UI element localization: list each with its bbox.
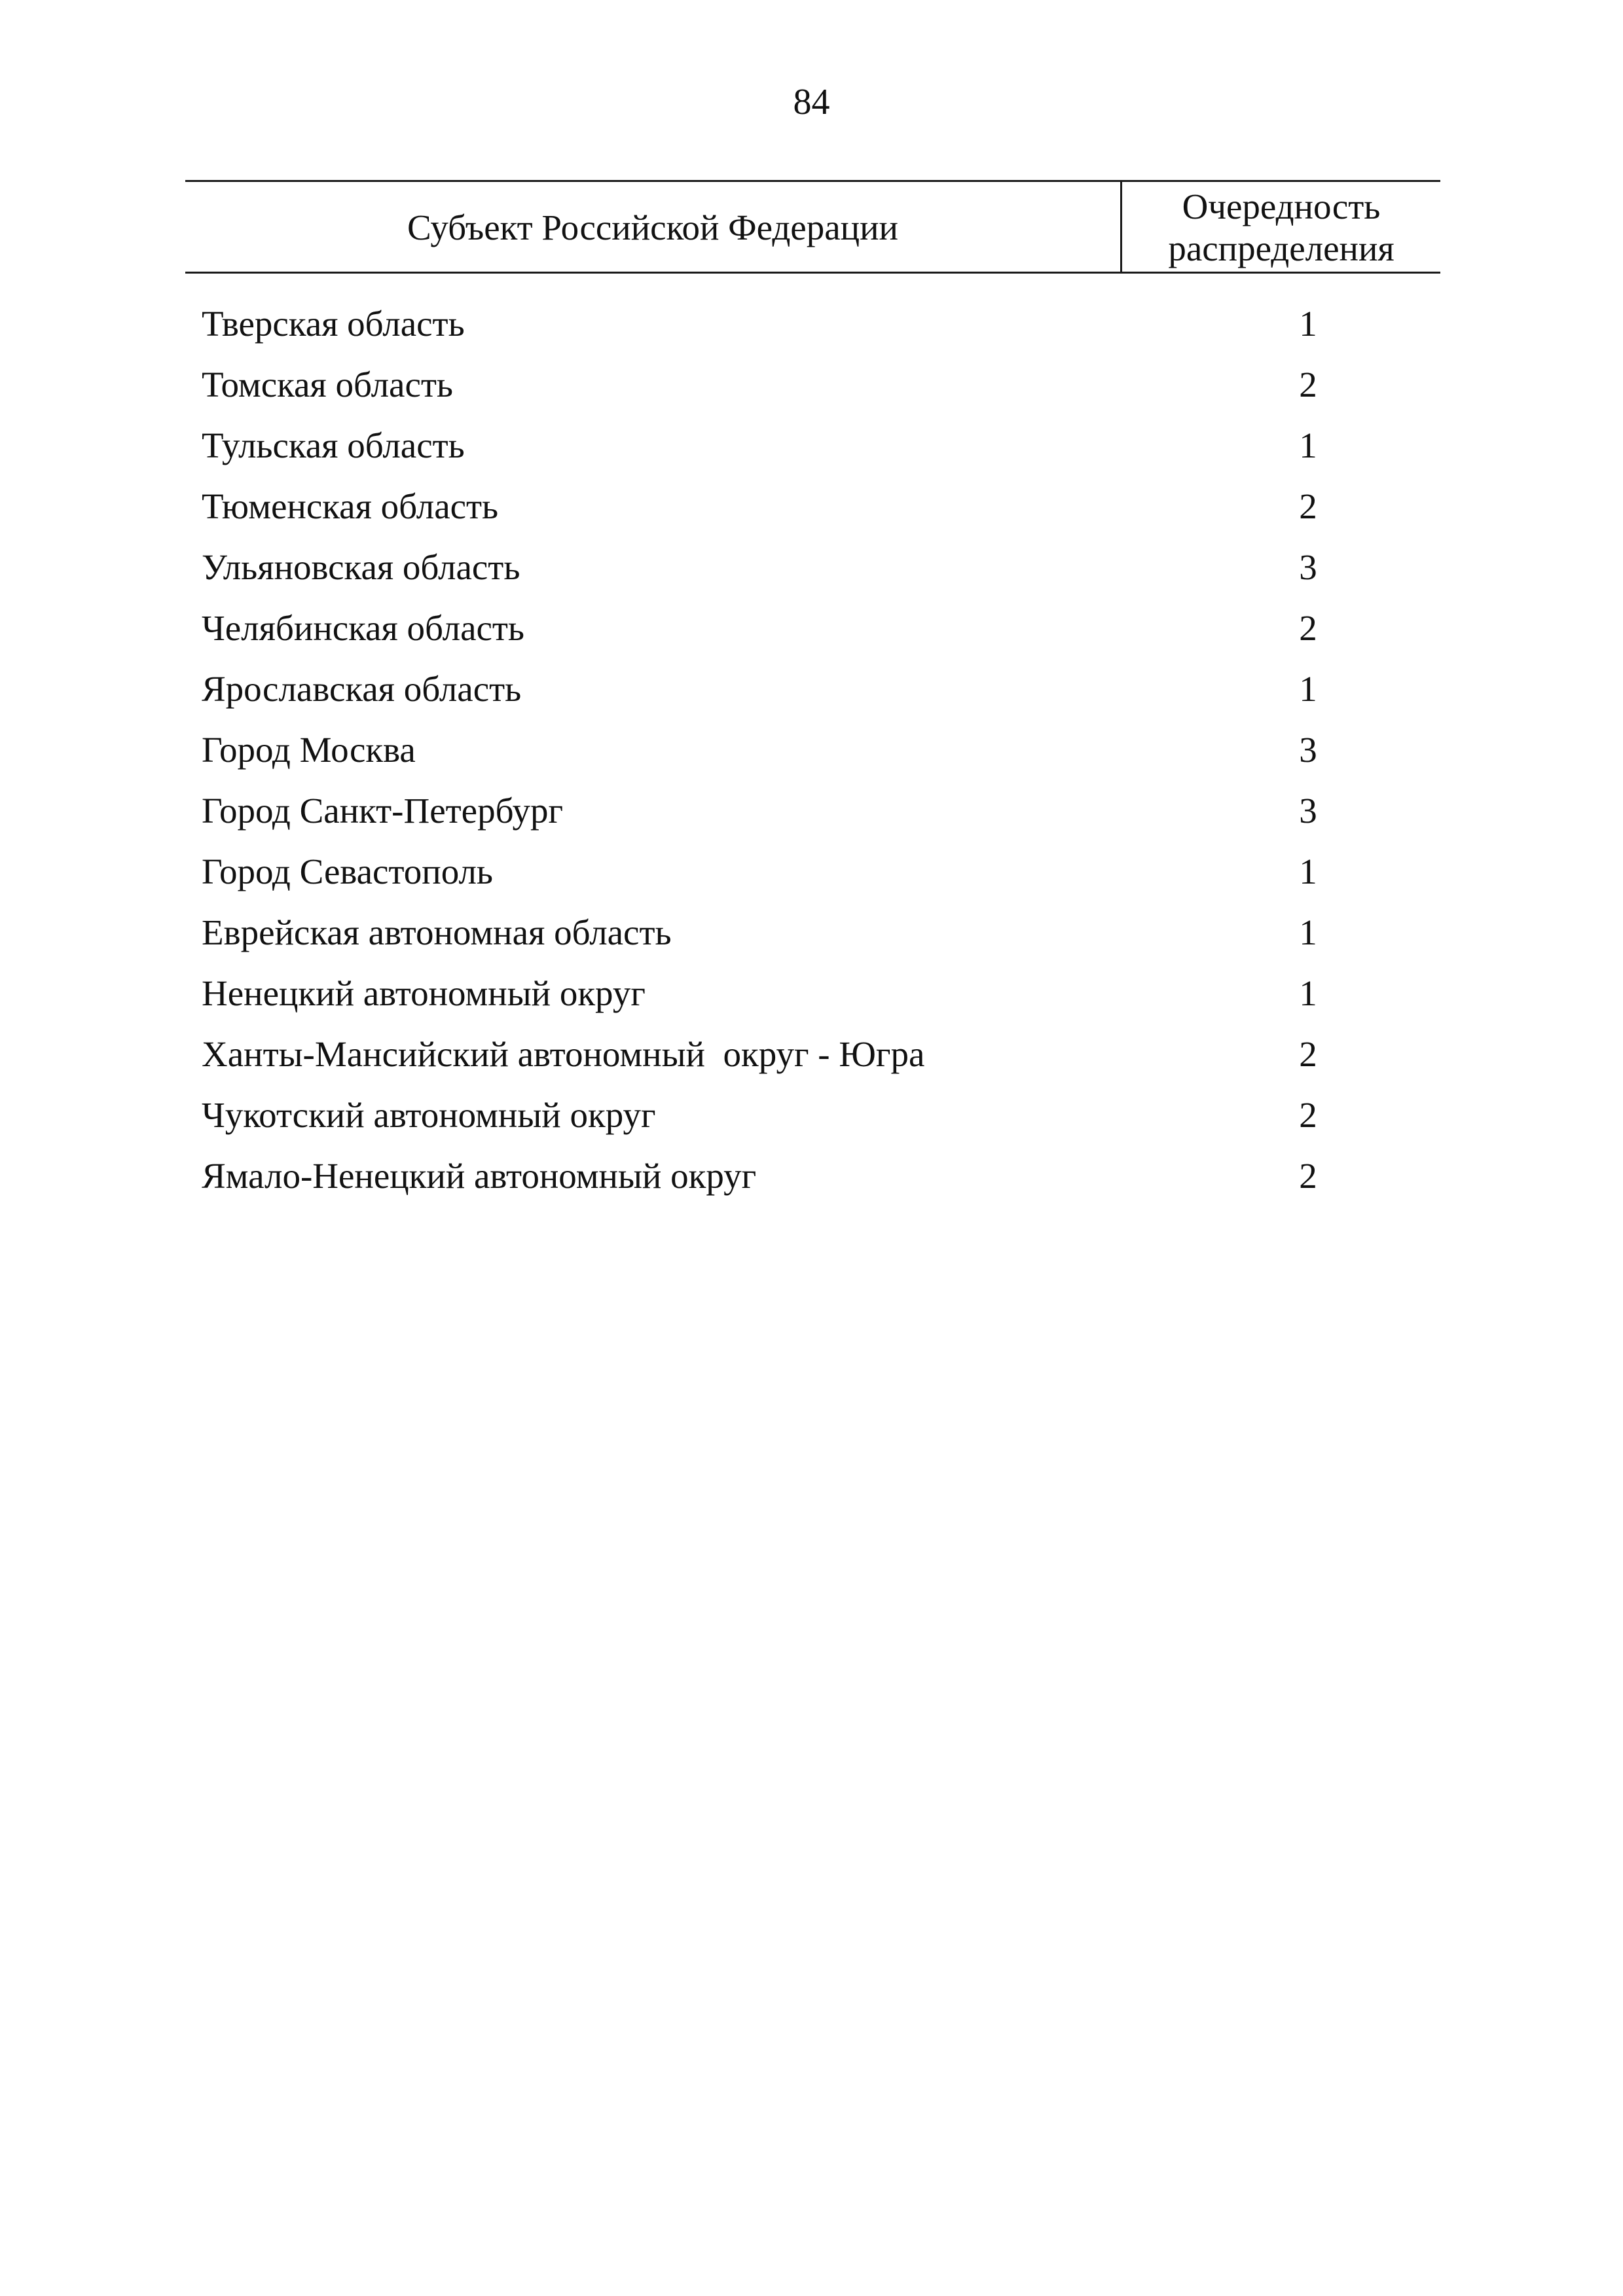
subject-cell: Тверская область (202, 304, 465, 344)
order-cell: 3 (1299, 547, 1317, 587)
order-cell: 3 (1299, 730, 1317, 770)
order-cell: 2 (1299, 486, 1317, 526)
table-row (202, 791, 1440, 852)
subject-cell: Ярославская область (202, 669, 522, 709)
header-order (1122, 186, 1440, 270)
table-row (202, 730, 1440, 791)
header-order-line1: Очередность (1182, 187, 1381, 226)
subject-cell: Ульяновская область (202, 547, 520, 587)
header-order-line2: распределения (1168, 228, 1395, 268)
subject-cell: Томская область (202, 365, 453, 404)
order-cell: 2 (1299, 1034, 1317, 1074)
table-row (202, 426, 1440, 487)
order-cell: 1 (1299, 973, 1317, 1013)
table-row (202, 1035, 1440, 1096)
subject-cell: Тюменская область (202, 486, 499, 526)
order-cell: 1 (1299, 912, 1317, 952)
table-row (202, 548, 1440, 609)
order-cell: 1 (1299, 669, 1317, 709)
page-number: 84 (793, 82, 830, 122)
table-body (202, 304, 1440, 1217)
header-subject: Субъект Российской Федерации (407, 207, 898, 247)
subject-cell: Чукотский автономный округ (202, 1095, 656, 1135)
order-cell: 1 (1299, 852, 1317, 891)
order-cell: 1 (1299, 425, 1317, 465)
subject-cell: Ненецкий автономный округ (202, 973, 646, 1013)
subject-cell: Город Санкт-Петербург (202, 791, 564, 831)
subject-cell: Ханты-Мансийский автономный округ - Югра (202, 1034, 925, 1074)
subject-cell: Город Москва (202, 730, 416, 770)
table-row (202, 1157, 1440, 1217)
subject-cell: Тульская область (202, 425, 465, 465)
order-cell: 2 (1299, 1095, 1317, 1135)
table-row (202, 974, 1440, 1035)
order-cell: 2 (1299, 365, 1317, 404)
table-row (202, 304, 1440, 365)
table-row (202, 365, 1440, 426)
order-cell: 2 (1299, 608, 1317, 648)
order-cell: 1 (1299, 304, 1317, 344)
table-row (202, 487, 1440, 548)
subject-cell: Ямало-Ненецкий автономный округ (202, 1156, 757, 1196)
order-cell: 2 (1299, 1156, 1317, 1196)
order-cell: 3 (1299, 791, 1317, 831)
table-header (185, 180, 1440, 274)
table-row (202, 852, 1440, 913)
subject-cell: Город Севастополь (202, 852, 493, 891)
subject-cell: Еврейская автономная область (202, 912, 672, 952)
table-row (202, 670, 1440, 730)
table-row (202, 609, 1440, 670)
table-row (202, 913, 1440, 974)
subject-cell: Челябинская область (202, 608, 525, 648)
table-row (202, 1096, 1440, 1157)
